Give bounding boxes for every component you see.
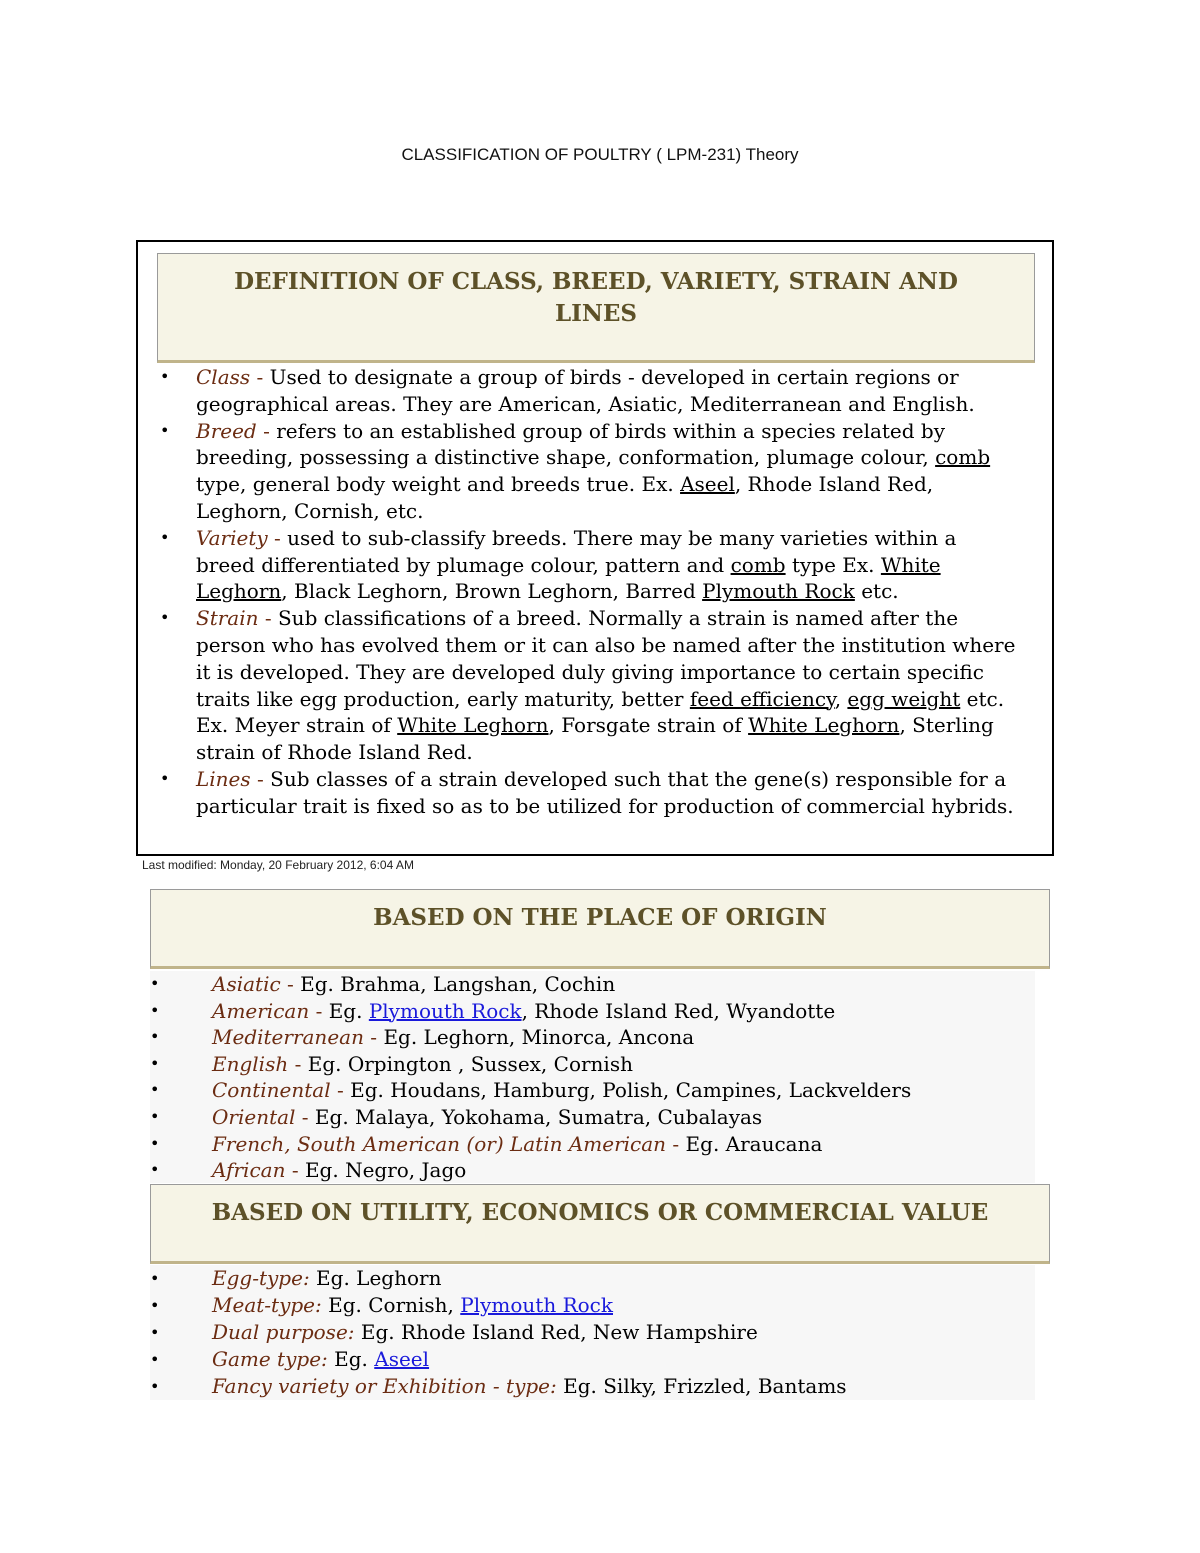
term-label: Continental <box>212 1078 331 1103</box>
link-comb[interactable]: comb <box>935 445 991 470</box>
list-item: • French, South American (or) Latin American - Eg. Araucana <box>150 1131 823 1156</box>
definitions-heading: DEFINITION OF CLASS, BREED, VARIETY, STRAIN AND LINES <box>157 253 1035 363</box>
link-white-leghorn[interactable]: White Leghorn <box>196 552 941 604</box>
bullet-icon: • <box>150 1080 160 1100</box>
origin-list <box>150 971 1030 1184</box>
bullet-icon: • <box>150 1106 160 1126</box>
term-label: French, South American (or) Latin American <box>212 1131 667 1156</box>
list-item: • Variety - used to sub-classify breeds. There may be many varieties within a breed differentiated by plumage colour, pattern and comb type Ex. White Leghorn, Black Leghorn, Brown Leghorn, Barred Plymouth Rock etc. <box>160 525 957 604</box>
last-modified-text: Last modified: Monday, 20 February 2012, 6:04 AM <box>142 858 414 872</box>
bullet-icon: • <box>150 1350 160 1369</box>
term-label: Game type: <box>212 1347 328 1371</box>
list-item: • Continental - Eg. Houdans, Hamburg, Polish, Campines, Lackvelders <box>150 1078 912 1103</box>
link-aseel[interactable]: Aseel <box>680 472 735 497</box>
link-comb[interactable]: comb <box>730 552 786 577</box>
term-label: Oriental <box>212 1104 296 1129</box>
link-plymouth-rock[interactable]: Plymouth Rock <box>702 579 855 604</box>
link-egg-weight[interactable]: egg weight <box>847 686 961 711</box>
term-label: Asiatic <box>212 972 281 996</box>
term-label: Dual purpose: <box>212 1320 355 1344</box>
bullet-icon: • <box>150 1323 160 1342</box>
bullet-icon: • <box>150 1027 160 1047</box>
term-label: American <box>212 998 310 1023</box>
term-label: Strain <box>196 606 259 631</box>
list-item: • Dual purpose: Eg. Rhode Island Red, New Hampshire <box>150 1320 758 1344</box>
definitions-list <box>160 364 1020 820</box>
bullet-icon: • <box>160 768 170 788</box>
term-label: Fancy variety or Exhibition - type: <box>212 1374 557 1398</box>
list-item: • Fancy variety or Exhibition - type: Eg. Silky, Frizzled, Bantams <box>150 1374 847 1398</box>
bullet-icon: • <box>150 1296 160 1315</box>
list-item: • African - Eg. Negro, Jago <box>150 1158 467 1183</box>
bullet-icon: • <box>160 367 170 386</box>
term-label: English <box>212 1051 289 1076</box>
list-item: • Oriental - Eg. Malaya, Yokohama, Sumatra, Cubalayas <box>150 1104 763 1129</box>
term-label: Lines <box>196 766 251 791</box>
bullet-icon: • <box>150 1133 160 1153</box>
utility-heading: BASED ON UTILITY, ECONOMICS OR COMMERCIAL VALUE <box>150 1184 1050 1264</box>
list-item: • Meat-type: Eg. Cornish, Plymouth Rock <box>150 1293 613 1317</box>
bullet-icon: • <box>150 1377 160 1396</box>
term-label: Egg-type: <box>212 1266 310 1290</box>
bullet-icon: • <box>150 1000 160 1020</box>
list-item: • Game type: Eg. Aseel <box>150 1347 430 1371</box>
link-white-leghorn[interactable]: White Leghorn <box>397 713 549 738</box>
list-item: • Breed - refers to an established group of birds within a species related by breeding, possessing a distinctive shape, conformation, plumage colour, comb type, general body weight and breeds true. Ex. Aseel, Rhode Island Red, Leghorn, Cornish, etc. <box>160 418 991 523</box>
utility-list <box>150 1265 1030 1400</box>
link-plymouth-rock[interactable]: Plymouth Rock <box>460 1293 613 1317</box>
link-feed-efficiency[interactable]: feed efficiency <box>689 686 835 711</box>
list-item: • Strain - Sub classifications of a breed. Normally a strain is named after the person who has evolved them or it can also be named after the institution where it is developed. They are developed duly giving importance to certain specific traits like egg production, early maturity, better feed efficiency, egg weight etc. Ex. Meyer strain of White Leghorn, Forsgate strain of White Leghorn, Sterling strain of Rhode Island Red. <box>160 606 1016 765</box>
document-title: CLASSIFICATION OF POULTRY ( LPM-231) Theory <box>401 145 799 164</box>
term-label: Breed <box>196 418 257 443</box>
bullet-icon: • <box>160 527 170 547</box>
list-item: • Mediterranean - Eg. Leghorn, Minorca, Ancona <box>150 1025 695 1050</box>
origin-heading: BASED ON THE PLACE OF ORIGIN <box>150 889 1050 969</box>
list-item: • English - Eg. Orpington , Sussex, Cornish <box>150 1051 633 1076</box>
bullet-icon: • <box>150 1053 160 1073</box>
list-item: • Lines - Sub classes of a strain developed such that the gene(s) responsible for a particular trait is fixed so as to be utilized for production of commercial hybrids. <box>160 766 1014 818</box>
bullet-icon: • <box>150 1160 160 1180</box>
term-label: Mediterranean <box>212 1025 364 1050</box>
link-plymouth-rock[interactable]: Plymouth Rock <box>368 998 522 1023</box>
link-aseel[interactable]: Aseel <box>374 1347 430 1371</box>
term-label: Meat-type: <box>212 1293 322 1317</box>
list-item: • Egg-type: Eg. Leghorn <box>150 1266 442 1290</box>
list-item: • Asiatic - Eg. Brahma, Langshan, Cochin <box>150 972 616 996</box>
term-label: Variety <box>196 525 268 550</box>
definition-text: Used to designate a group of birds - developed in certain regions or geographical areas. They are American, Asiatic, Mediterranean and English. <box>196 365 975 416</box>
term-label: African <box>212 1158 286 1183</box>
bullet-icon: • <box>160 420 170 440</box>
bullet-icon: • <box>160 608 170 628</box>
list-item: • American - Eg. Plymouth Rock, Rhode Island Red, Wyandotte <box>150 998 836 1023</box>
link-white-leghorn[interactable]: White Leghorn <box>748 713 900 738</box>
list-item: • Class - Used to designate a group of birds - developed in certain regions or geographical areas. They are American, Asiatic, Mediterranean and English. <box>160 365 975 416</box>
bullet-icon: • <box>150 974 160 993</box>
term-label: Class <box>196 365 251 389</box>
bullet-icon: • <box>150 1269 160 1288</box>
